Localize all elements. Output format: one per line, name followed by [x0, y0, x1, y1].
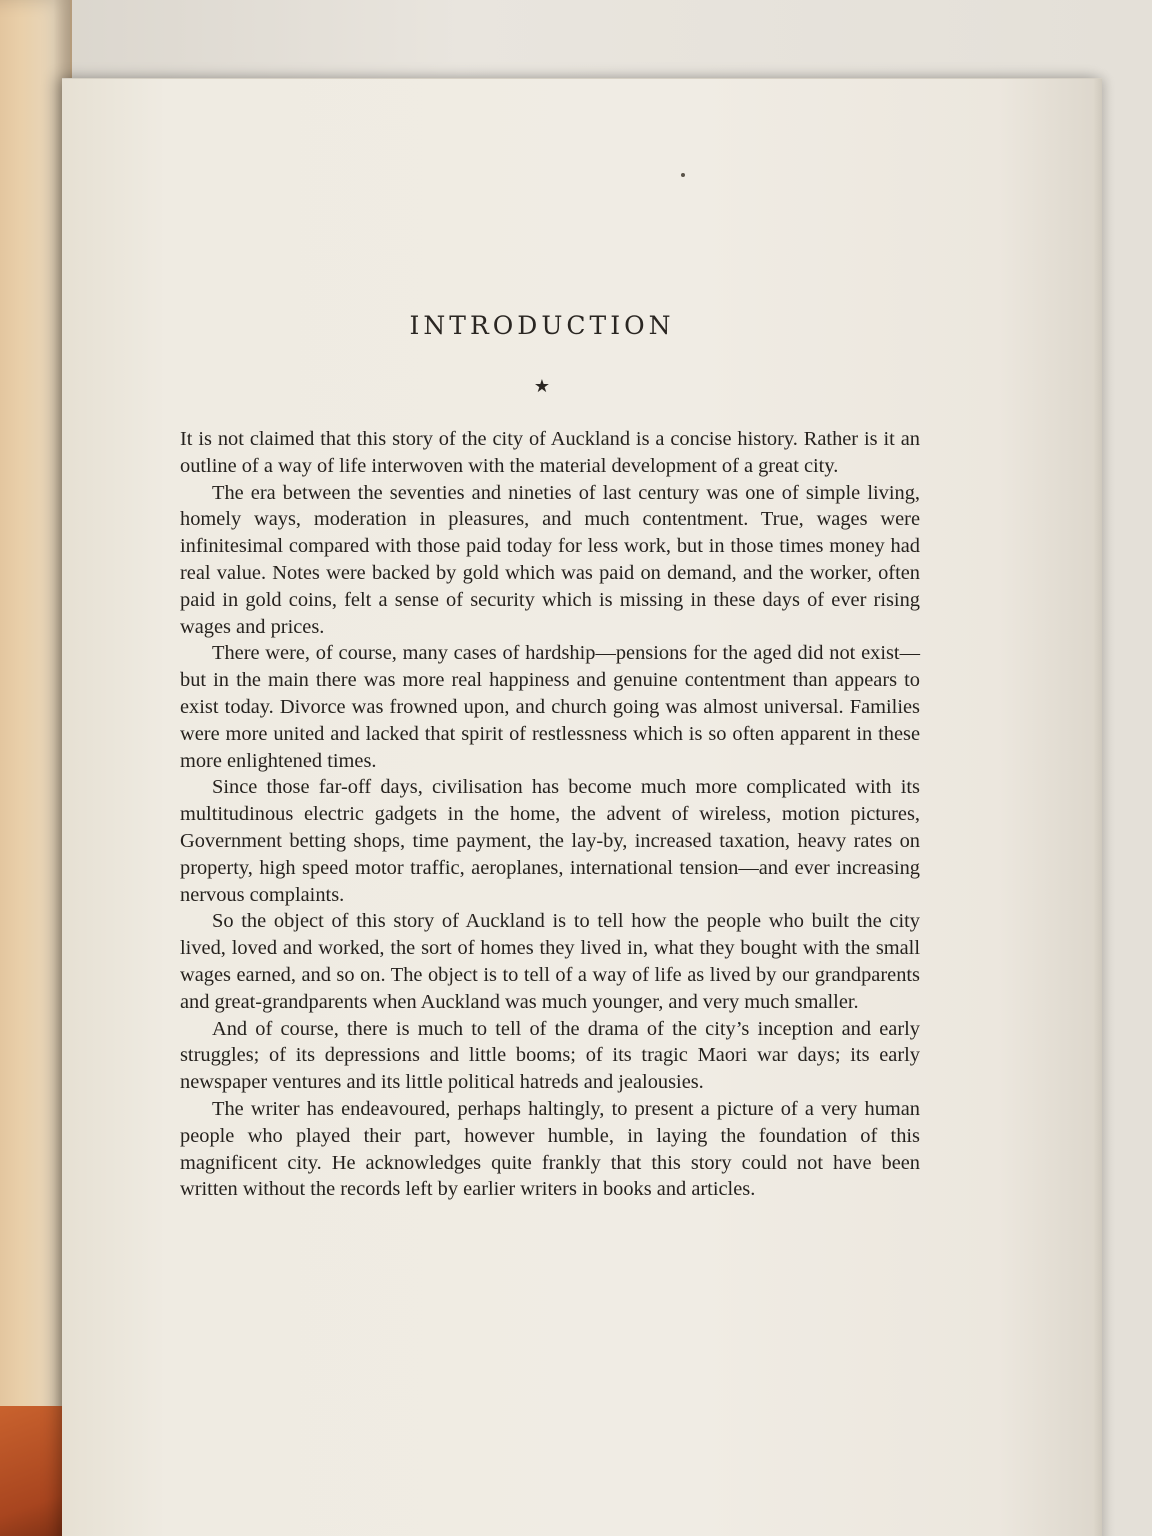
- paragraph-3: There were, of course, many cases of hardship—pensions for the aged did not exist—but in the main there was more real happiness and genuine contentment than appears to exist today. Divorce was frowned upon, and church going was almost universal. Families were more united and lacked that spirit of restlessness which is so often apparent in these more enlightened times.: [180, 642, 920, 772]
- body-text: [180, 426, 920, 1203]
- paper-speck: [681, 173, 685, 177]
- page-edge: [1094, 79, 1102, 1536]
- paragraph-6: And of course, there is much to tell of the drama of the city’s inception and early struggles; of its depressions and little booms; of its tragic Maori war days; its early newspaper ventures and its little political hatreds and jealousies.: [180, 1017, 920, 1094]
- paragraph-2: The era between the seventies and nineties of last century was one of simple living, homely ways, moderation in pleasures, and much contentment. True, wages were infinitesimal compared with those paid today for less work, but in those times money had real value. Notes were backed by gold which was paid on demand, and the worker, often paid in gold coins, felt a sense of security which is missing in these days of ever rising wages and prices.: [180, 481, 920, 638]
- paragraph-4: Since those far-off days, civilisation has become much more complicated with its multitudinous electric gadgets in the home, the advent of wireless, motion pictures, Government betting shops, time payment, the lay-by, increased taxation, heavy rates on property, high speed motor traffic, aeroplanes, international tension—and ever increasing nervous complaints.: [180, 776, 920, 906]
- page-title: INTRODUCTION: [409, 311, 675, 340]
- paragraph-1: It is not claimed that this story of the city of Auckland is a concise history. Rather is it an outline of a way of life interwoven with the material development of a great city.: [180, 428, 920, 477]
- paragraph-7: The writer has endeavoured, perhaps haltingly, to present a picture of a very human people who played their part, however humble, in laying the foundation of this magnificent city. He acknowledges quite frankly that this story could not have been written without the records left by earlier writers in books and articles.: [180, 1097, 920, 1201]
- book-page: [62, 78, 1102, 1536]
- star-ornament-icon: ★: [533, 376, 551, 397]
- paragraph-5: So the object of this story of Auckland is to tell how the people who built the city lived, loved and worked, the sort of homes they lived in, what they bought with the small wages earned, and so on. The object is to tell of a way of life as lived by our grandparents and great-grandparents when Auckland was much younger, and very much smaller.: [180, 910, 920, 1013]
